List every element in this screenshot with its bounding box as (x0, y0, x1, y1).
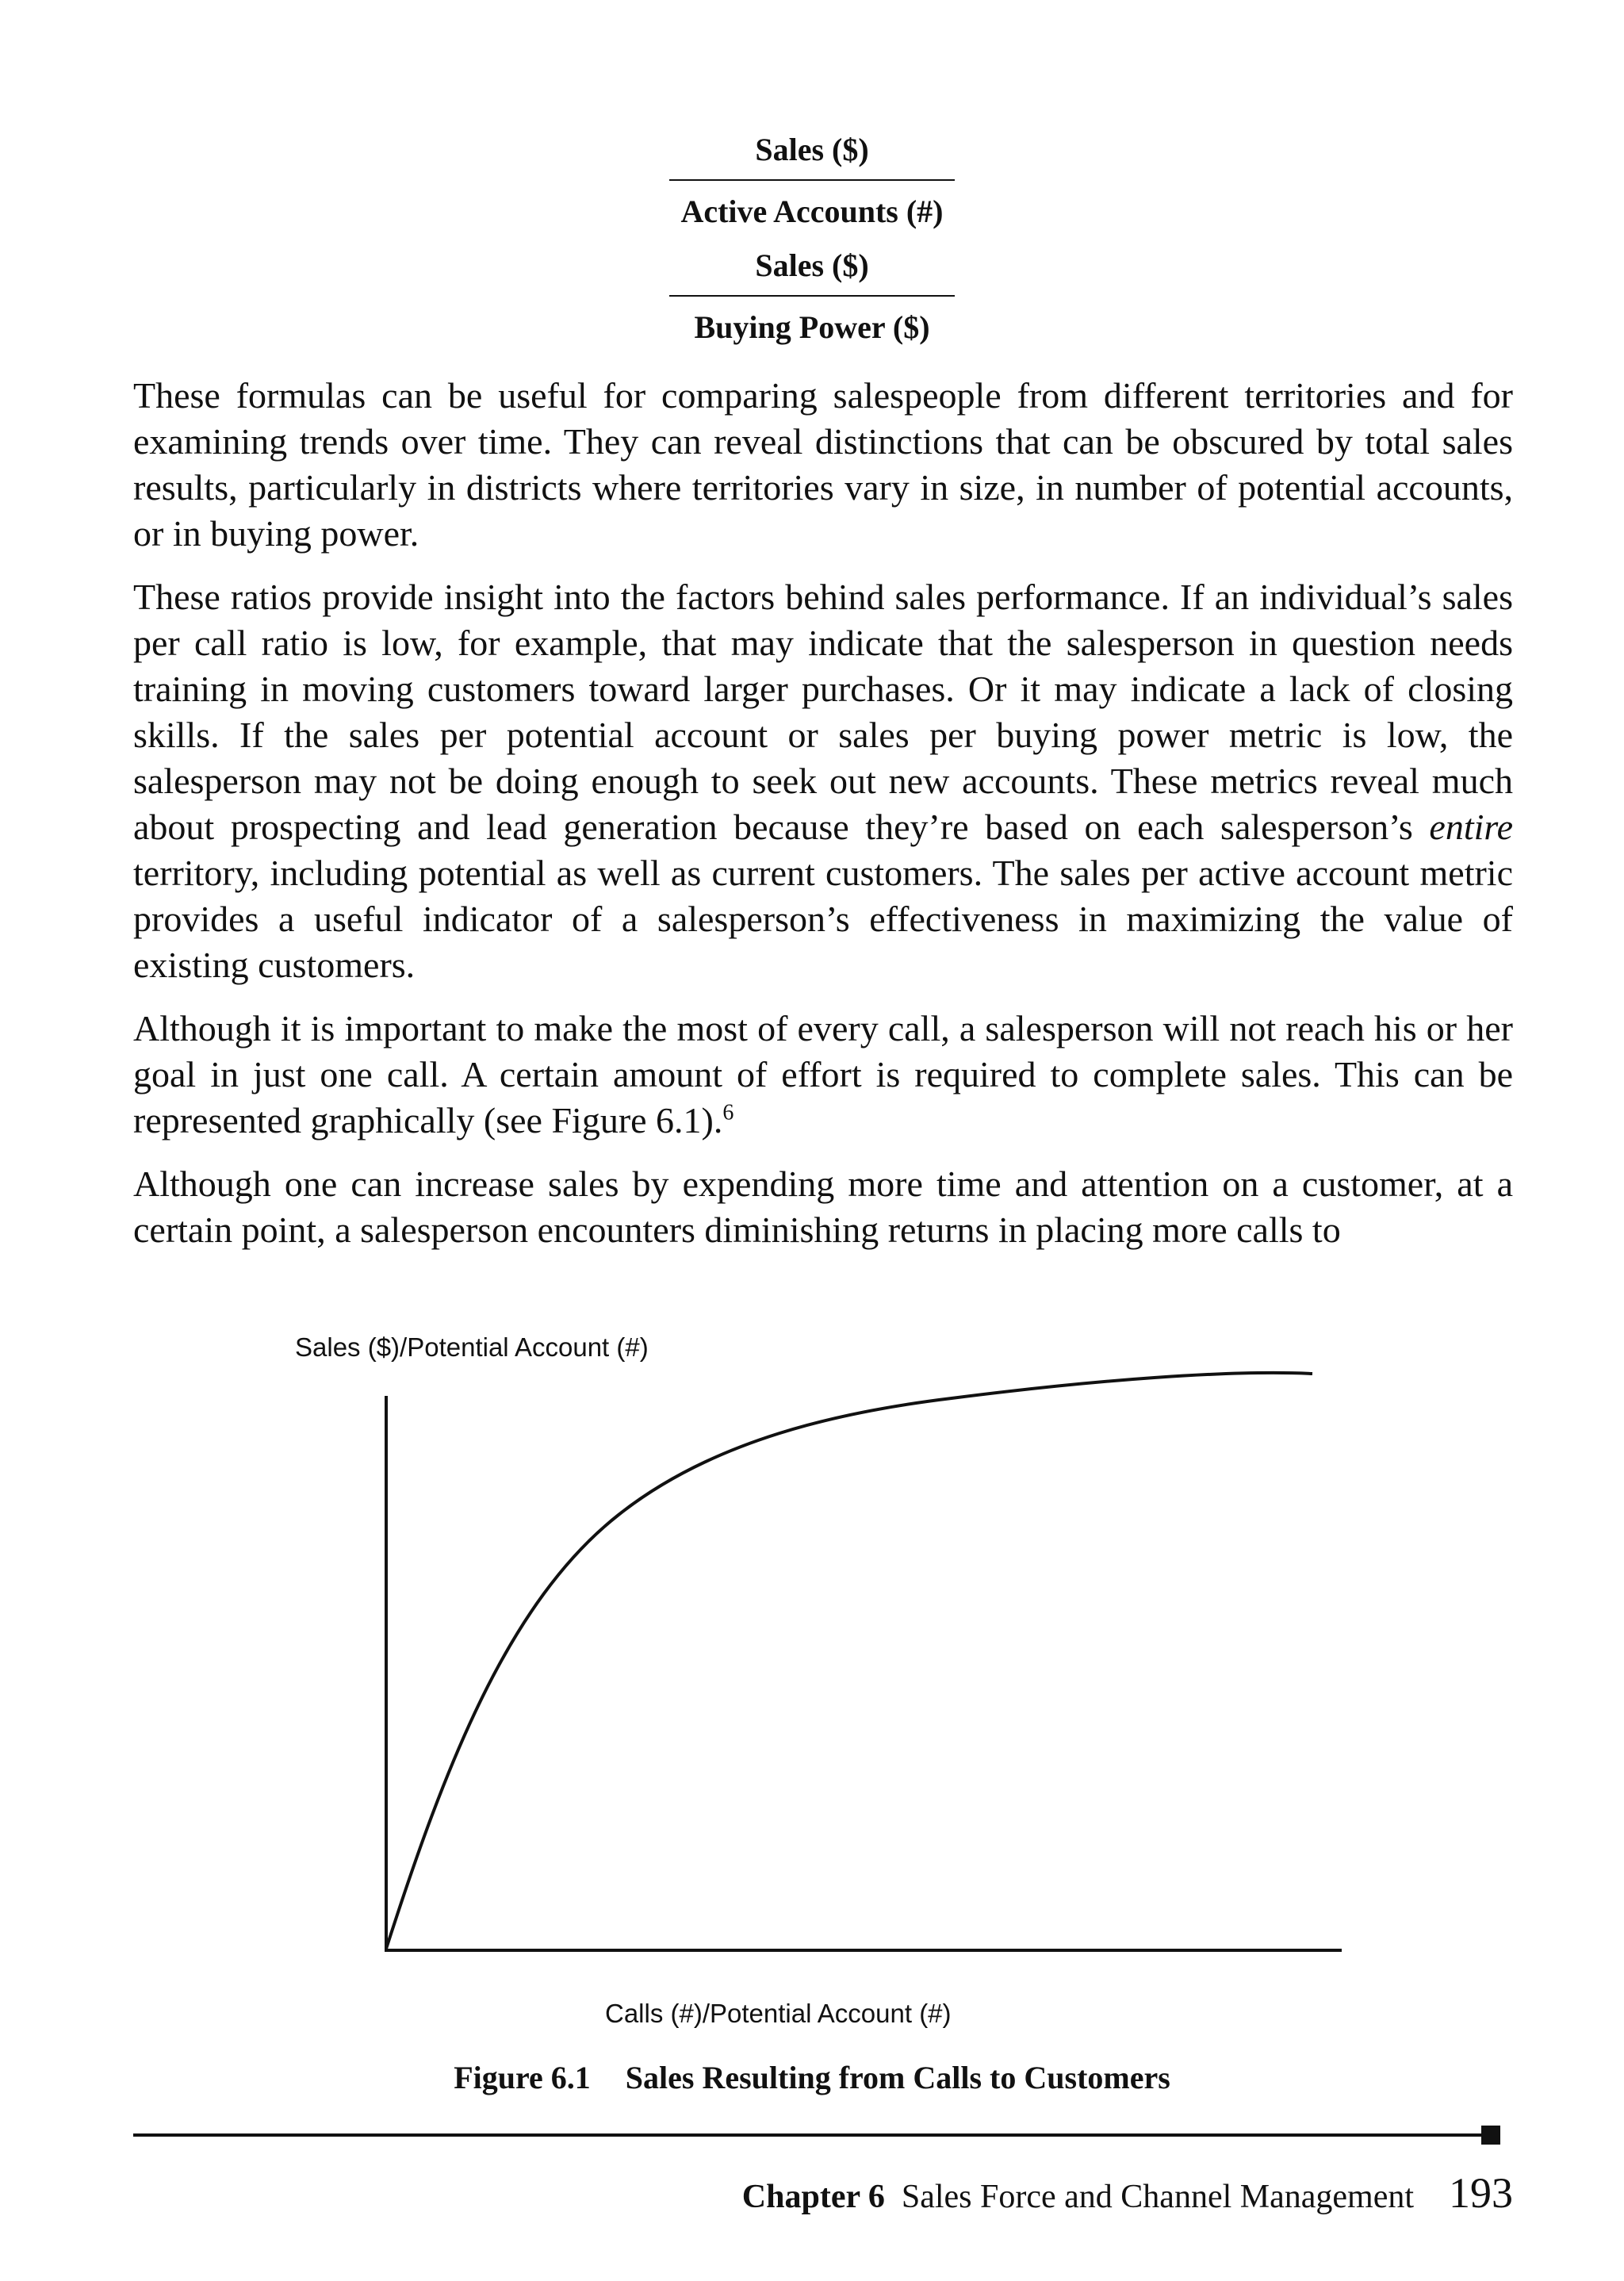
chapter-label: Chapter 6 (741, 2179, 885, 2215)
formula-denominator: Buying Power ($) (694, 309, 930, 345)
footer-rule-square (1481, 2126, 1500, 2145)
paragraph-2-text-b: territory, including potential as well as current customers. The sales per active account metric provides a useful indicator of a salesperson’s effectiveness in maximizing the value of existing customers. (133, 853, 1513, 985)
paragraph-2-text-a: These ratios provide insight into the factors behind sales performance. If an individual’s sales per call ratio is low, for example, that may indicate that the salesperson in question needs training in moving customers toward larger purchases. Or it may indicate a lack of closing skills. If the sales per potential account or sales per buying power metric is low, the salesperson may not be doing enough to seek out new accounts. These metrics reveal much about prospecting and lead generation because they’re based on each salesperson’s (133, 577, 1513, 847)
formula-numerator: Sales ($) (755, 247, 869, 283)
figure-6-1 (0, 1325, 1624, 2086)
footnote-ref: 6 (722, 1100, 734, 1125)
formula-numerator: Sales ($) (755, 132, 869, 167)
figure-number: Figure 6.1 (454, 2060, 591, 2095)
footer-rule (133, 2133, 1481, 2137)
paragraph-3-text: Although it is important to make the most of every call, a salesperson will not reach his or her goal in just one call. A certain amount of effort is required to complete sales. This can be represented graphically (see Figure 6.1). (133, 1008, 1513, 1140)
paragraph-4: Although one can increase sales by expending more time and attention on a customer, at a certain point, a salesperson encounters diminishing returns in placing more calls to (133, 1164, 1513, 1250)
fraction-bar (669, 295, 955, 297)
figure-caption (0, 2059, 1624, 2096)
paragraph-2 (133, 574, 1513, 988)
x-axis-label: Calls (#)/Potential Account (#) (605, 1999, 952, 2028)
formula-block (0, 127, 1624, 351)
y-axis-label: Sales ($)/Potential Account (#) (295, 1332, 649, 1362)
fraction-bar (669, 179, 955, 181)
figure-graphic (0, 1325, 1624, 2086)
paragraph-1: These formulas can be useful for comparing salespeople from different territories and for examining trends over time. They can reveal distinctions that can be obscured by total sales results, particularly in districts where territories vary in size, in number of potential accounts, or in buying power. (133, 375, 1513, 554)
sales-response-curve (386, 1373, 1312, 1949)
formula-sales-per-active-account (669, 127, 955, 235)
formula-denominator: Active Accounts (#) (680, 194, 944, 229)
running-footer (742, 2168, 1513, 2218)
figure-title: Sales Resulting from Calls to Customers (625, 2060, 1170, 2095)
formula-sales-per-buying-power (669, 243, 955, 351)
paragraph-2-emphasis: entire (1429, 807, 1513, 847)
paragraph-3 (133, 1006, 1513, 1144)
body-text (133, 373, 1513, 1271)
page-number: 193 (1449, 2169, 1513, 2217)
chapter-title: Sales Force and Channel Management (901, 2179, 1414, 2215)
